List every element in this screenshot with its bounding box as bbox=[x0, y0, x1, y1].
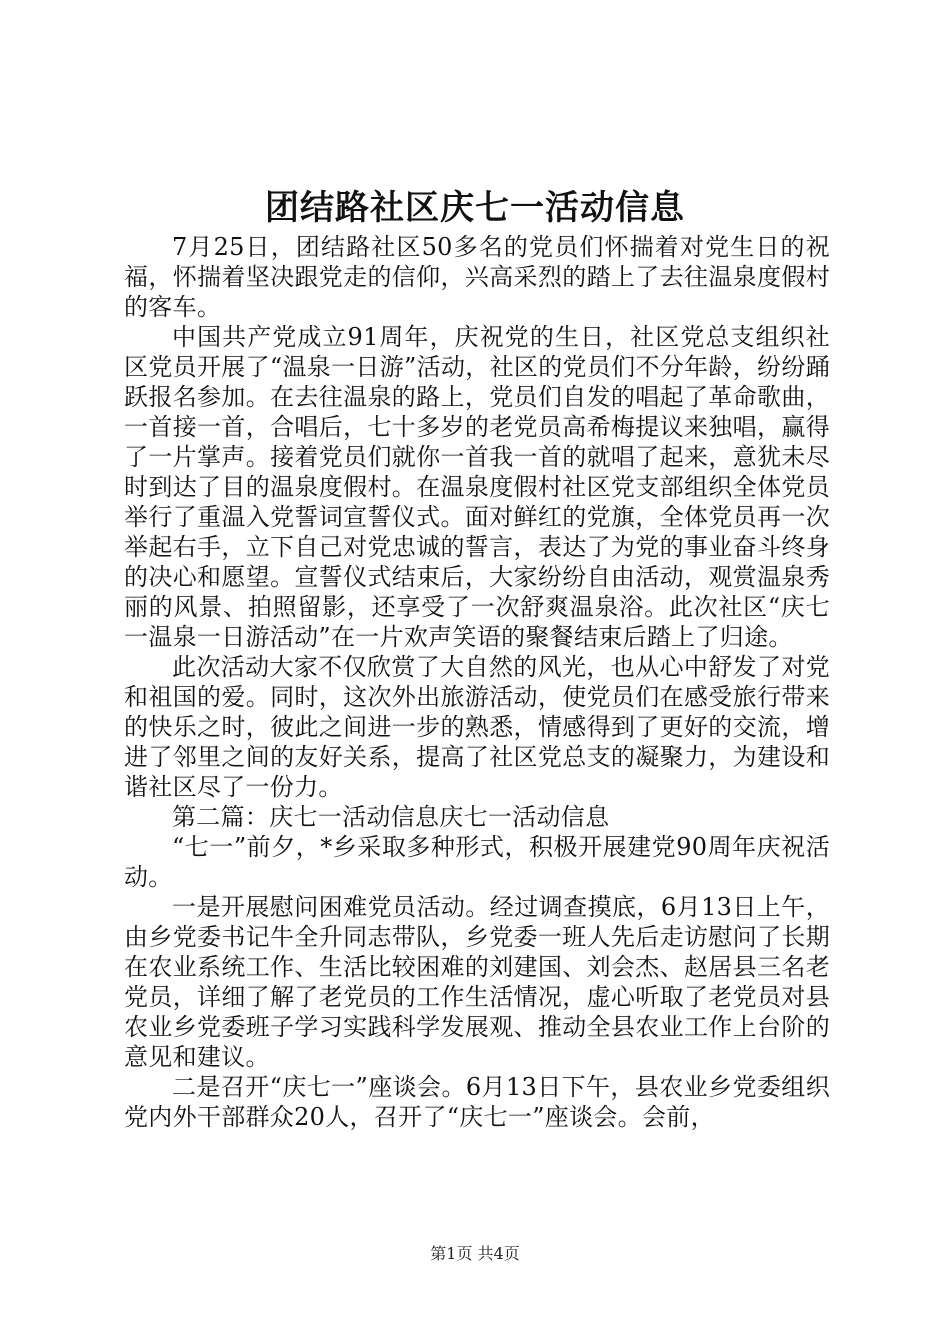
section-heading: 第二篇：庆七一活动信息庆七一活动信息 bbox=[172, 803, 610, 831]
paragraph: 一是开展慰问困难党员活动。经过调查摸底，6月13日上午，由乡党委书记牛全升同志带队，乡党委一班人先后走访慰问了长期在农业系统工作、生活比较困难的刘建国、刘会杰、赵居县三名老党员，详细了解了老党员的工作生活情况，虚心听取了老党员对县农业乡党委班子学习实践科学发展观、推动全县农业工作上台阶的意见和建议。 bbox=[124, 893, 830, 1071]
paragraph: 此次活动大家不仅欣赏了大自然的风光，也从心中舒发了对党和祖国的爱。同时，这次外出旅游活动，使党员们在感受旅行带来的快乐之时，彼此之间进一步的熟悉，情感得到了更好的交流，增进了邻里之间的友好关系，提高了社区党总支的凝聚力，为建设和谐社区尽了一份力。 bbox=[124, 653, 830, 801]
paragraph: 中国共产党成立91周年，庆祝党的生日，社区党总支组织社区党员开展了“温泉一日游”活动，社区的党员们不分年龄，纷纷踊跃报名参加。在去往温泉的路上，党员们自发的唱起了革命歌曲，一首接一首，合唱后，七十多岁的老党员高希梅提议来独唱，赢得了一片掌声。接着党员们就你一首我一首的就唱了起来，意犹未尽时到达了目的温泉度假村。在温泉度假村社区党支部组织全体党员举行了重温入党誓词宣誓仪式。面对鲜红的党旗，全体党员再一次举起右手，立下自己对党忠诚的誓言，表达了为党的事业奋斗终身的决心和愿望。宣誓仪式结束后，大家纷纷自由活动，观赏温泉秀丽的风景、拍照留影，还享受了一次舒爽温泉浴。此次社区“庆七一温泉一日游活动”在一片欢声笑语的聚餐结束后踏上了归途。 bbox=[124, 323, 830, 651]
paragraph: 7月25日，团结路社区50多名的党员们怀揣着对党生日的祝福，怀揣着坚决跟党走的信仰，兴高采烈的踏上了去往温泉度假村的客车。 bbox=[124, 233, 830, 321]
paragraph: 二是召开“庆七一”座谈会。6月13日下午，县农业乡党委组织党内外干部群众20人，召开了“庆七一”座谈会。会前， bbox=[124, 1073, 830, 1131]
document-title: 团结路社区庆七一活动信息 bbox=[265, 188, 685, 228]
page-number-footer: 第1页 共4页 bbox=[430, 1244, 520, 1263]
paragraph: “七一”前夕，*乡采取多种形式，积极开展建党90周年庆祝活动。 bbox=[124, 833, 830, 891]
document-body bbox=[124, 232, 830, 1132]
